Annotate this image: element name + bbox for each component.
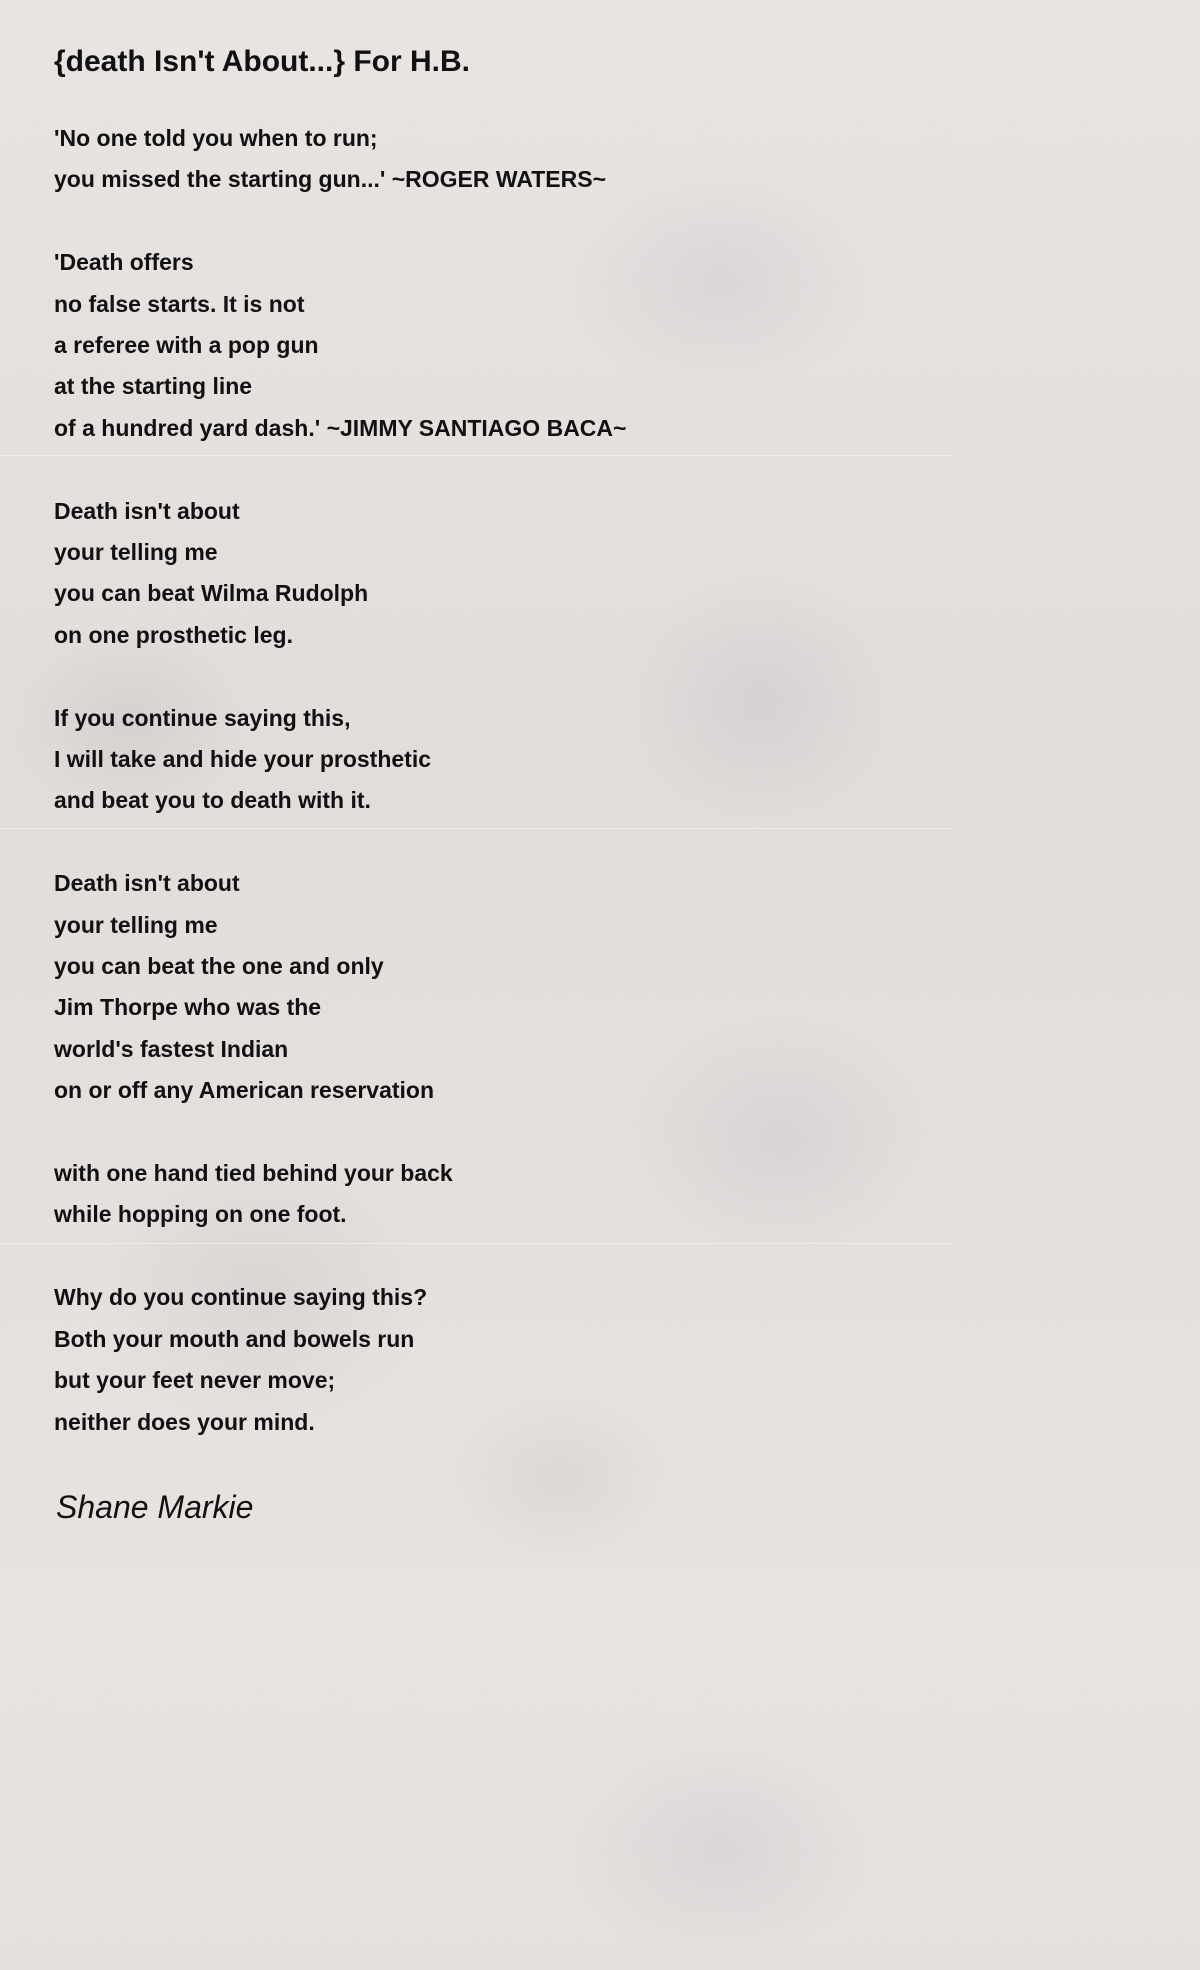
stanza — [54, 118, 934, 201]
poem-line: Both your mouth and bowels run — [54, 1325, 415, 1352]
poem-line: 'Death offers — [54, 249, 194, 276]
poem-body — [54, 118, 934, 1443]
poem-title: {death Isn't About...} For H.B. — [54, 45, 471, 78]
poem-line: If you continue saying this, — [54, 704, 351, 731]
poem-line: Death isn't about — [54, 870, 240, 897]
stanza — [54, 242, 934, 449]
poem-line: no false starts. It is not — [54, 290, 305, 317]
poem-line: Death isn't about — [54, 497, 240, 524]
stanza — [54, 1277, 934, 1443]
stanza — [54, 863, 934, 1111]
poem-line: Why do you continue saying this? — [54, 1284, 428, 1311]
poem-line: with one hand tied behind your back — [54, 1160, 453, 1187]
stanza — [54, 698, 934, 822]
poem-line: of a hundred yard dash.' ~JIMMY SANTIAGO BACA~ — [54, 414, 627, 441]
poem-line: and beat you to death with it. — [54, 787, 371, 814]
poem-line: you can beat Wilma Rudolph — [54, 580, 369, 607]
poem-line: world's fastest Indian — [54, 1035, 289, 1062]
poem-line: I will take and hide your prosthetic — [54, 746, 432, 773]
poem-line: on or off any American reservation — [54, 1077, 435, 1104]
poem-line: Jim Thorpe who was the — [54, 994, 322, 1021]
poem-line: but your feet never move; — [54, 1367, 336, 1394]
poem-line: you can beat the one and only — [54, 953, 384, 980]
stanza — [54, 491, 934, 657]
poem-line: on one prosthetic leg. — [54, 621, 293, 648]
poem-line: 'No one told you when to run; — [54, 125, 378, 151]
stanza — [54, 1153, 934, 1236]
poem-line: neither does your mind. — [54, 1408, 315, 1435]
poem-line: your telling me — [54, 539, 218, 566]
author-name: Shane Markie — [56, 1489, 254, 1525]
poem-line: you missed the starting gun...' ~ROGER WATERS~ — [54, 166, 607, 193]
poem-line: your telling me — [54, 911, 218, 938]
poem-line: while hopping on one foot. — [54, 1201, 347, 1228]
poem-line: at the starting line — [54, 373, 253, 400]
poem-line: a referee with a pop gun — [54, 332, 319, 359]
